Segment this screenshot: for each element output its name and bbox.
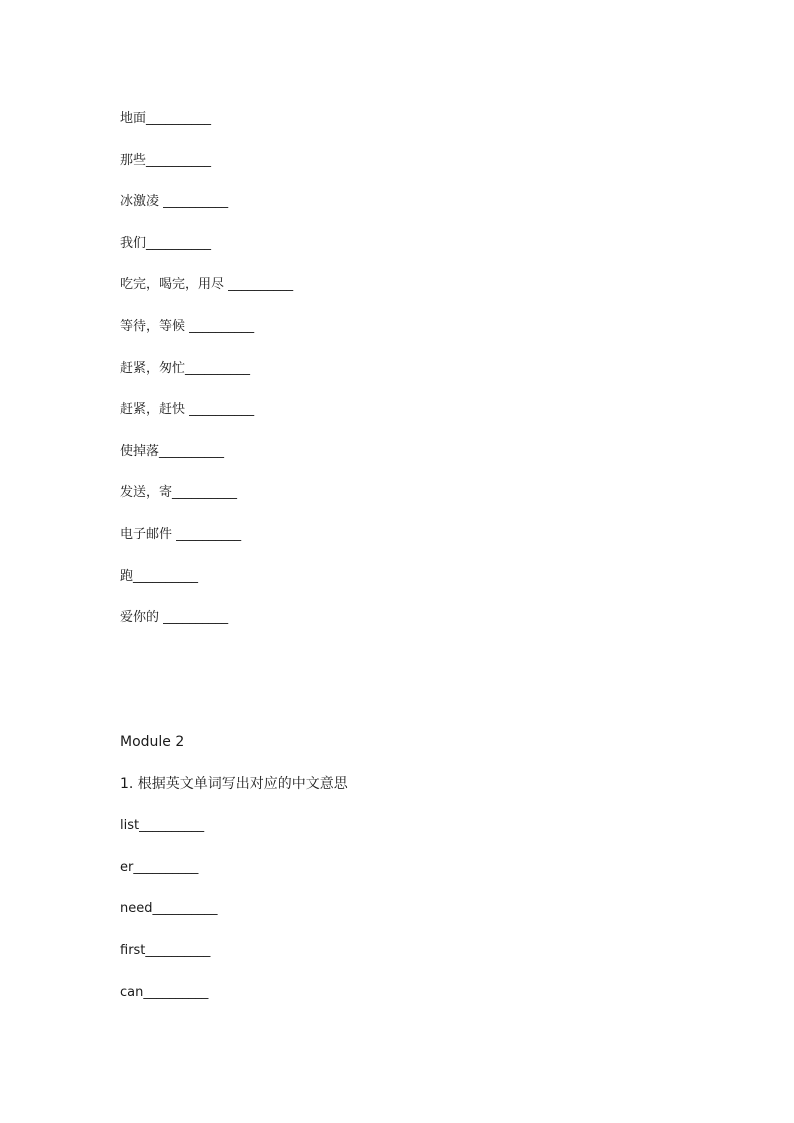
vocab-item-email: 电子邮件 __________ [120, 527, 242, 542]
word-item-can: can__________ [120, 985, 209, 1000]
module-title: Module 2 [120, 734, 185, 750]
vocab-item-send: 发送，寄__________ [120, 485, 238, 500]
word-item-list: list__________ [120, 818, 205, 833]
vocab-item-ice-cream: 冰激凌 __________ [120, 194, 229, 209]
word-item-need: need__________ [120, 901, 218, 916]
vocab-item-we: 我们__________ [120, 236, 212, 251]
word-item-first: first__________ [120, 943, 211, 958]
vocab-item-those: 那些__________ [120, 153, 212, 168]
vocab-item-hurry-up: 赶紧，赶快 __________ [120, 402, 255, 417]
vocab-item-wait: 等待，等候 __________ [120, 319, 255, 334]
vocab-item-love-you: 爱你的 __________ [120, 610, 229, 625]
vocab-item-use-up: 吃完，喝完，用尽 __________ [120, 277, 294, 292]
vocab-item-ground: 地面__________ [120, 111, 212, 126]
word-item-er: er__________ [120, 860, 199, 875]
vocab-item-run: 跑__________ [120, 569, 199, 584]
module-instruction: 1. 根据英文单词写出对应的中文意思 [120, 776, 348, 792]
vocab-item-hurry: 赶紧，匆忙__________ [120, 361, 251, 376]
vocab-item-drop: 使掉落__________ [120, 444, 225, 459]
